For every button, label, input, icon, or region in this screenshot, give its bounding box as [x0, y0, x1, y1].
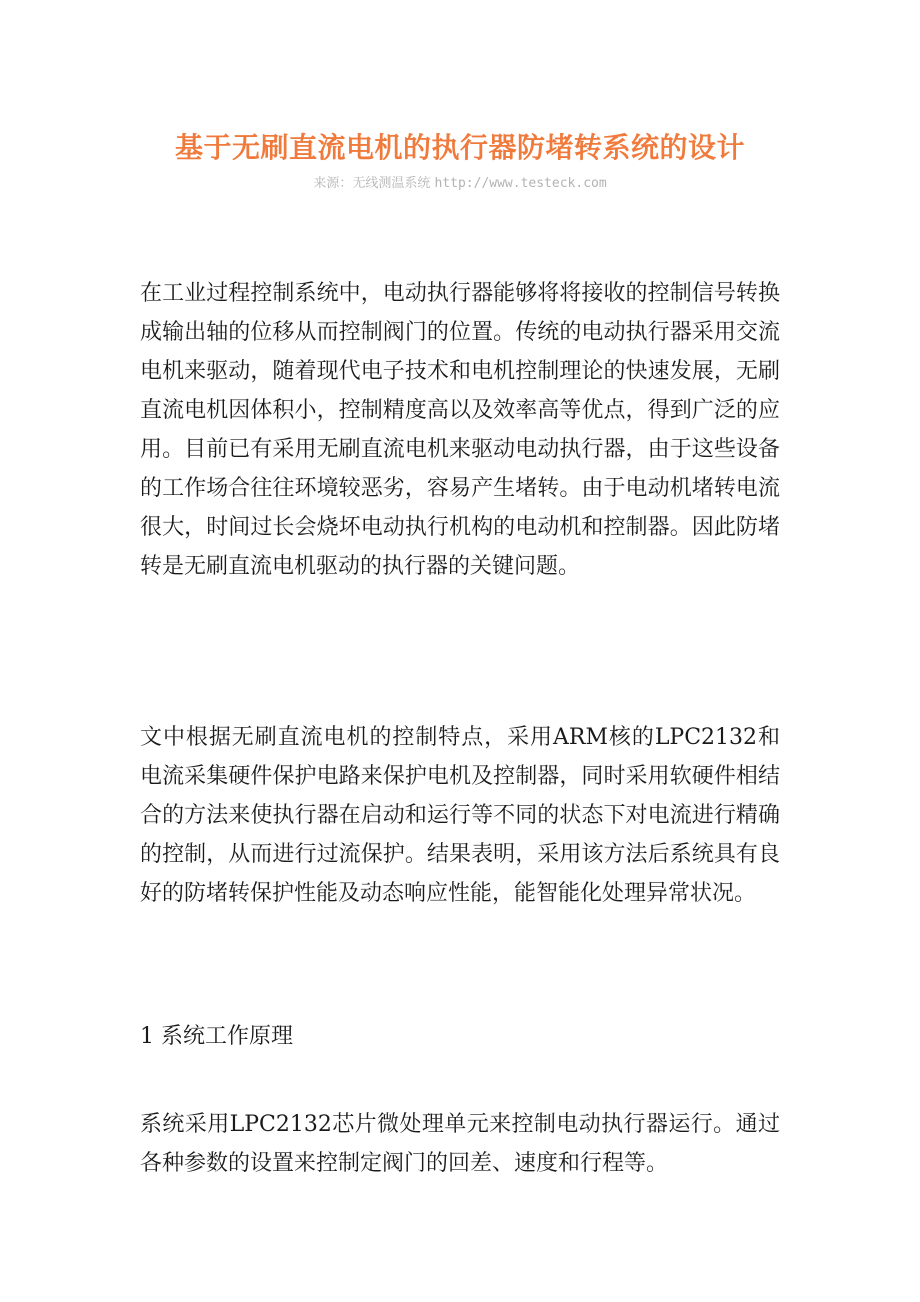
- document-title: 基于无刷直流电机的执行器防堵转系统的设计: [174, 131, 745, 164]
- source-url: http://www.testeck.com: [434, 176, 607, 191]
- paragraph-intro: 在工业过程控制系统中，电动执行器能够将将接收的控制信号转换成输出轴的位移从而控制阀门的位置。传统的电动执行器采用交流电机来驱动，随着现代电子技术和电机控制理论的快速发展，无刷直流电机因体积小，控制精度高以及效率高等优点，得到广泛的应用。目前已有采用无刷直流电机来驱动电动执行器，由于这些设备的工作场合往往环境较恶劣，容易产生堵转。由于电动机堵转电流很大，时间过长会烧坏电动执行机构的电动机和控制器。因此防堵转是无刷直流电机驱动的执行器的关键问题。: [140, 281, 780, 579]
- section-heading: 1 系统工作原理: [140, 1024, 293, 1049]
- paragraph-method: 文中根据无刷直流电机的控制特点，采用ARM核的LPC2132和电流采集硬件保护电路来保护电机及控制器，同时采用软硬件相结合的方法来使执行器在启动和运行等不同的状态下对电流进行精确的控制，从而进行过流保护。结果表明，采用该方法后系统具有良好的防堵转保护性能及动态响应性能，能智能化处理异常状况。: [140, 725, 780, 906]
- paragraph-section-1: 系统采用LPC2132芯片微处理单元来控制电动执行器运行。通过各种参数的设置来控制定阀门的回差、速度和行程等。: [140, 1112, 780, 1176]
- source-label: 来源：无线测温系统: [313, 176, 431, 191]
- source-line: [0, 174, 920, 194]
